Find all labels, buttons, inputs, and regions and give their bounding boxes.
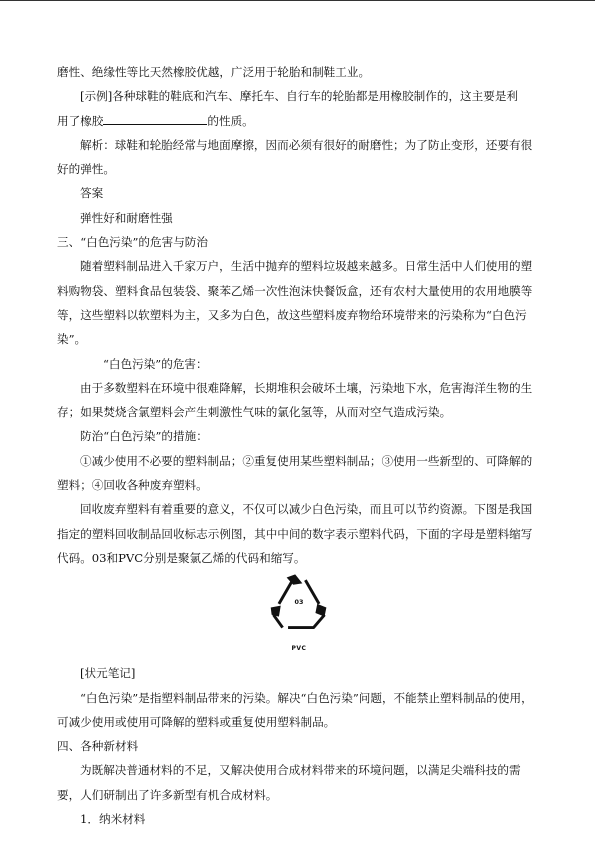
measures-paragraph: ①减少使用不必要的塑料制品；②重复使用某些塑料制品；③使用一些新型的、可降解的塑料；④回收各种废弃塑料。: [57, 453, 533, 493]
example-question-pre: 用了橡胶: [57, 113, 104, 128]
recycle-triangle-icon: [257, 571, 341, 637]
plastic-code: 03: [294, 598, 304, 607]
document-page: [57, 60, 541, 831]
recycle-paragraph: 回收废弃塑料有着重要的意义，不仅可以减少白色污染，而且可以节约资源。下图是我国指定的塑料回收制品回收标志示例图，其中中间的数字表示塑料代码，下面的字母是塑料缩写代码。03和PVC分别是聚氯乙烯的代码和缩写。: [57, 502, 533, 565]
harm-title: “白色污染”的危害：: [103, 356, 208, 371]
paragraph-new-materials: 为既解决普通材料的不足，又解决使用合成材料带来的环境问题，以满足尖端科技的需要，人们研制出了许多新型有机合成材料。: [57, 763, 521, 802]
answer-text: 弹性好和耐磨性强: [80, 210, 173, 225]
subsection-nano-materials: 1．纳米材料: [80, 812, 146, 827]
example-question: [57, 84, 541, 108]
measures-title: 防治“白色污染”的措施：: [80, 429, 208, 444]
header-rule: [0, 0, 595, 1]
paragraph-rubber-properties: 磨性、绝缘性等比天然橡胶优越，广泛用于轮胎和制鞋工业。: [57, 65, 371, 79]
example-question-cont: [57, 109, 541, 133]
analysis-paragraph: 解析：球鞋和轮胎经常与地面摩擦，因而必须有很好的耐磨性；为了防止变形，还要有很好的弹性。: [57, 137, 533, 177]
example-question-line1: [示例]各种球鞋的鞋底和汽车、摩托车、自行车的轮胎都是用橡胶制作的，这主要是利: [80, 89, 519, 104]
harm-paragraph: 由于多数塑料在环境中很难降解，长期堆积会破坏土壤，污染地下水，危害海洋生物的生存；如果焚烧含氯塑料会产生刺激性气味的氯化氢等，从而对空气造成污染。: [57, 380, 533, 420]
paragraph-white-pollution: 随着塑料制品进入千家万户，生活中抛弃的塑料垃圾越来越多。日常生活中人们使用的塑料购物袋、塑料食品包装袋、聚苯乙烯一次性泡沫快餐饭盒，还有农村大量使用的农用地膜等等，这些塑料以软塑料为主，又多为白色，故这些塑料废弃物给环境带来的污染称为“白色污染”。: [57, 259, 533, 347]
plastic-abbreviation: PVC: [291, 644, 307, 652]
example-question-post: 的性质。: [207, 113, 254, 128]
section-title-white-pollution: 三、“白色污染”的危害与防治: [57, 235, 208, 250]
answer-label: 答案: [80, 186, 104, 201]
fill-in-blank: [103, 112, 207, 125]
section-title-new-materials: 四、各种新材料: [57, 739, 139, 754]
recycle-symbol-figure: [57, 571, 541, 661]
note-paragraph: “白色污染”是指塑料制品带来的污染。解决“白色污染”问题，不能禁止塑料制品的使用，可减少使用或使用可降解的塑料或重复使用塑料制品。: [57, 690, 533, 729]
note-label: [状元笔记]: [80, 666, 136, 681]
